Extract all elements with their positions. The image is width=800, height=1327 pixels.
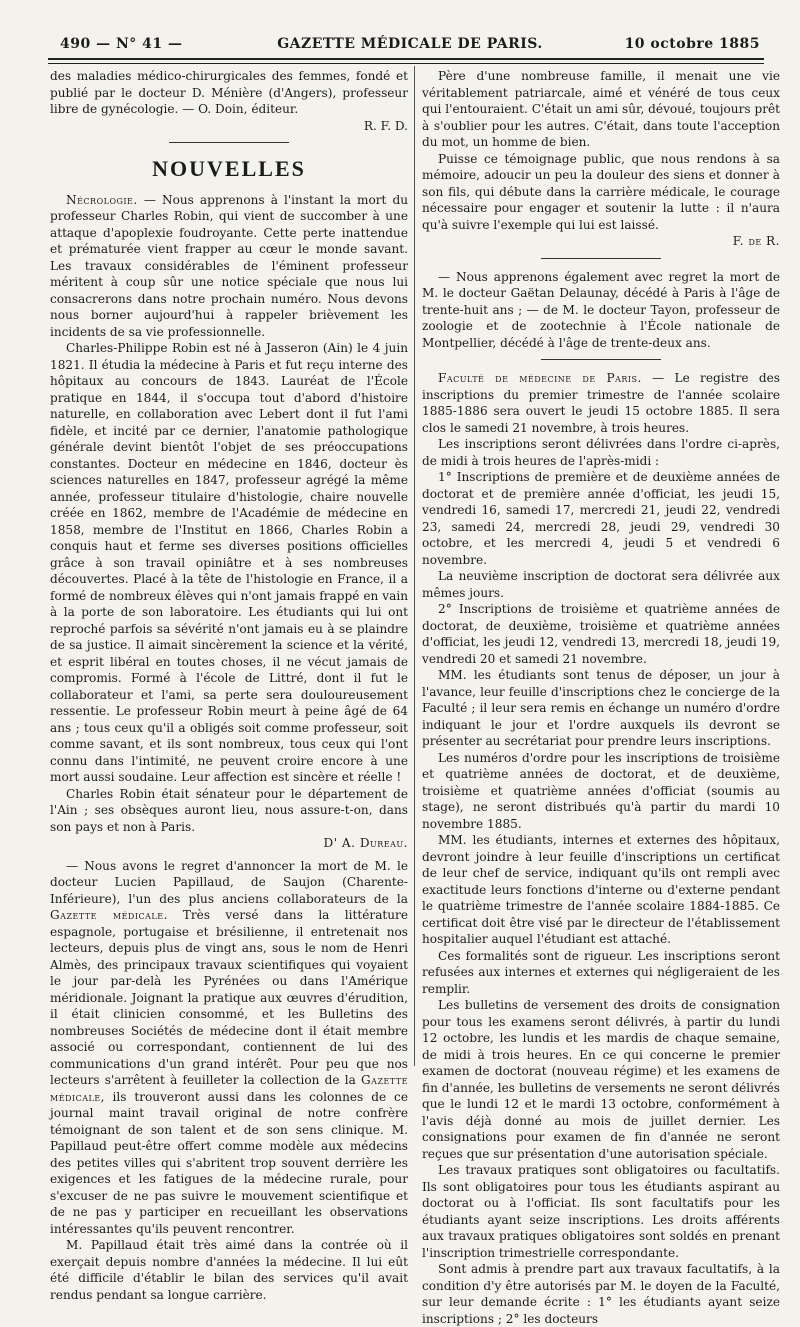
faculty-heading: Faculté de médecine de Paris. — [438, 371, 642, 385]
left-column — [50, 68, 408, 1302]
formalities-paragraph: Ces formalités sont de rigueur. Les inscriptions seront refusées aux internes et externes qui négligeraient de les remplir. — [422, 948, 780, 996]
robin-biography-paragraph: Charles-Philippe Robin est né à Jasseron (Ain) le 4 juin 1821. Il étudia la médecine à Paris et fut reçu interne des hôpitaux au concours de 1843. Lauréat de l'École pratique en 1844, il s'occupa tout d'abord d'histoire naturelle, en collaboration avec Lebert dont il fut l'ami fidèle, et incité par ce dernier, l'anatomie pathologique générale devint bientôt l'objet de ses préoccupations constantes. Docteur en médecine en 1846, docteur ès sciences naturelles en 1847, professeur agrégé la même année, professeur titulaire d'histologie, chaire nouvelle créée en 1862, membre de l'Académie de médecine en 1858, membre de l'Institut en 1866, Charles Robin a conquis haut et ferme ses diverses positions officielles grâce à son travail opiniâtre et à ses nombreuses découvertes. Placé à la tête de l'histologie en France, il a formé de nombreux élèves qui n'ont jamais frappé en vain à la porte de son laboratoire. Les étudiants qui lui ont reproché parfois sa sévérité n'ont jamais eu à se plaindre de sa justice. Il aimait sincèrement la science et la vérité, et esprit libéral en toutes choses, il ne vécut jamais de compromis. Formé à l'école de Littré, dont il fut le collaborateur et l'ami, sa perte sera douloureusement ressentie. Le professeur Robin meurt à peine âgé de 64 ans ; tous ceux qu'il a obligés soit comme professeur, soit comme savant, et ils sont nombreux, tous ceux qui l'ont connu dans l'intimité, ne peuvent croire encore à une mort aussi soudaine. Leur affection est sincère et réelle ! — [50, 341, 408, 784]
issue-date: 10 octobre 1885 — [624, 36, 760, 52]
separator-rule-2 — [541, 258, 661, 259]
column-divider — [414, 66, 415, 1066]
faculty-paragraph — [422, 370, 780, 436]
header-rule-thin — [48, 63, 764, 64]
robin-obsequies-paragraph: Charles Robin était sénateur pour le département de l'Ain ; ses obsèques auront lieu, nous assure-t-on, dans son pays et non à Paris. — [50, 786, 408, 834]
page-header — [60, 34, 760, 56]
necrology-text: — Nous apprenons à l'instant la mort du professeur Charles Robin, qui vient de succomber à une attaque d'apoplexie foudroyante. Cette perte inattendue et prématurée vient frapper au cœur le monde savant. Les travaux considérables de l'éminent professeur méritent à coup sûr une notice spéciale que nous lui consacrerons dans notre prochain numéro. Nous devons nous borner aujourd'hui à rappeler brièvement les incidents de sa vie professionnelle. — [50, 192, 408, 339]
necrology-heading: Nécrologie. — [66, 192, 138, 207]
separator-rule-3 — [541, 359, 661, 360]
optional-work-paragraph: Sont admis à prendre part aux travaux facultatifs, à la condition d'y être autorisés par M. le doyen de la Faculté, sur leur demande écrite : 1° les étudiants ayant seize inscriptions ; 2° les docteurs — [422, 1262, 780, 1326]
intro-paragraph: des maladies médico-chirurgicales des femmes, fondé et publié par le docteur D. Ménière (d'Angers), professeur libre de gynécologie. — O. Doin, éditeur. — [50, 69, 408, 116]
papillaud-text-a: — Nous avons le regret d'annoncer la mort de M. le docteur Lucien Papillaud, de Saujon (Charente-Inférieure), l'un des plus anciens collaborateurs de la — [50, 858, 408, 906]
papillaud-paragraph — [50, 858, 408, 1238]
header-rule-thick — [48, 58, 764, 60]
inscriptions-order-paragraph: Les inscriptions seront délivrées dans l'ordre ci-après, de midi à trois heures de l'après-midi : — [422, 437, 780, 468]
tribute-paragraph: Puisse ce témoignage public, que nous rendons à sa mémoire, adoucir un peu la douleur des siens et donner à son fils, qui débute dans la carrière médicale, le courage nécessaire pour engager et soutenir la lutte : il n'aura qu'à suivre l'exemple qui lui est laissé. — [422, 151, 780, 232]
deposit-paragraph: MM. les étudiants sont tenus de déposer, un jour à l'avance, leur feuille d'inscriptions chez le concierge de la Faculté ; il leur sera remis en échange un numéro d'ordre indiquant le jour et l'ordre auxquels ils devront se présenter au secrétariat pour prendre leurs inscriptions. — [422, 668, 780, 748]
right-column — [422, 68, 780, 1326]
dureau-signature: D' A. Dureau. — [323, 836, 408, 850]
bulletins-paragraph: Les bulletins de versement des droits de consignation pour tous les examens seront délivrés, à partir du lundi 12 octobre, les lundis et les mardis de chaque semaine, de midi à trois heures. En ce qui concerne le premier examen de doctorat (nouveau régime) et les examens de fin d'année, les bulletins de versements ne seront délivrés que le lundi 12 et le mardi 13 octobre, conformément à l'avis déjà donné au mois de juillet dernier. Les consignations pour examen de fin d'année ne seront reçues que sur présentation d'une autorisation spéciale. — [422, 998, 780, 1161]
page-number: 490 — N° 41 — — [60, 36, 183, 52]
papillaud-text-c: , ils trouveront aussi dans les colonnes de ce journal maint travail original de notre confrère témoignant de son talent et de son sens clinique. M. Papillaud peut-être offert comme modèle aux médecins des petites villes qui s'abritent trop souvent derrière les exigences et les fatigues de la médecine rurale, pour s'excuser de ne pas suivre le mouvement scientifique et de ne pas y participer en recueillant les observations intéressantes qu'ils peuvent rencontrer. — [50, 1089, 408, 1236]
order-numbers-paragraph: Les numéros d'ordre pour les inscriptions de troisième et quatrième années de doctorat, et de deuxième, troisième et quatrième années d'officiat (soumis au stage), ne seront distribués qu'à partir du mardi 10 novembre 1885. — [422, 750, 780, 831]
separator-rule — [169, 142, 289, 143]
gazette-name-1: Gazette médicale — [50, 908, 164, 922]
necrology-paragraph — [50, 192, 408, 341]
ninth-inscription-paragraph: La neuvième inscription de doctorat sera délivrée aux mêmes jours. — [422, 569, 780, 600]
intro-signature: R. F. D. — [363, 118, 408, 133]
journal-title: GAZETTE MÉDICALE DE PARIS. — [277, 36, 543, 52]
hospital-students-paragraph: MM. les étudiants, internes et externes des hôpitaux, devront joindre à leur feuille d'inscriptions un certificat de leur chef de service, indiquant qu'ils ont rempli avec exactitude leurs fonctions d'interne ou d'externe pendant le quatrième trimestre de l'année scolaire 1884-1885. Ce certificat doit être visé par le directeur de l'établissement hospitalier auquel l'étudiant est attaché. — [422, 833, 780, 946]
gazette-name-2: Gazette médicale — [50, 1073, 408, 1104]
papillaud-text-b: . Très versé dans la littérature espagnole, portugaise et brésilienne, il entretenait nos lecteurs, depuis plus de vingt ans, sous le nom de Henri Almès, des principaux travaux scientifiques qui voyaient le jour par-delà les Pyrénées ou dans l'Amérique méridionale. Joignant la pratique aux œuvres d'érudition, il était clinicien consommé, et les Bulletins des nombreuses Sociétés de médecine dont il était membre associé ou correspondant, contiennent de lui des communications d'un grand intérêt. Pour peu que nos lecteurs s'arrêtent à feuilleter la collection de la — [50, 908, 408, 1087]
section-title: NOUVELLES — [152, 156, 306, 181]
inscriptions-first-paragraph: 1° Inscriptions de première et de deuxième années de doctorat et de première année d'officiat, les jeudi 15, vendredi 16, samedi 17, mercredi 21, jeudi 22, vendredi 23, samedi 24, mercredi 28, jeudi 29, vendredi 30 octobre, et les mercredi 4, jeudi 5 et vendredi 6 novembre. — [422, 470, 780, 567]
delaunay-tayon-paragraph: — Nous apprenons également avec regret la mort de M. le docteur Gaëtan Delaunay, décédé à Paris à l'âge de trente-huit ans ; — de M. le docteur Tayon, professeur de zoologie et de zootechnie à l'École nationale de Montpellier, décédé à l'âge de trente-deux ans. — [422, 269, 780, 350]
practical-work-paragraph: Les travaux pratiques sont obligatoires ou facultatifs. Ils sont obligatoires pour tous les étudiants aspirant au doctorat ou à l'officiat. Ils sont facultatifs pour les étudiants ayant seize inscriptions. Les droits afférents aux travaux pratiques obligatoires sont soldés en prenant l'inscription trimestrielle correspondante. — [422, 1163, 780, 1260]
tribute-signature: F. de R. — [732, 234, 780, 248]
papillaud-paragraph-2: M. Papillaud était très aimé dans la contrée où il exerçait depuis nombre d'années la médecine. Il lui eût été difficile d'établir le bilan des services qu'il avait rendus pendant sa longue carrière. — [50, 1238, 408, 1302]
inscriptions-second-paragraph: 2° Inscriptions de troisième et quatrième années de doctorat, de deuxième, troisième et quatrième années d'officiat, les jeudi 12, vendredi 13, mercredi 18, jeudi 19, vendredi 20 et samedi 21 novembre. — [422, 602, 780, 666]
faculty-text: — Le registre des inscriptions du premier trimestre de l'année scolaire 1885-1886 sera ouvert le jeudi 15 octobre 1885. Il sera clos le samedi 21 novembre, à trois heures. — [422, 371, 780, 435]
papillaud-family-paragraph: Père d'une nombreuse famille, il menait une vie véritablement patriarcale, aimé et vénéré de tous ceux qui l'entouraient. C'était un ami sûr, dévoué, toujours prêt à s'oublier pour les autres. C'était, dans toute l'acception du mot, un homme de bien. — [422, 69, 780, 149]
